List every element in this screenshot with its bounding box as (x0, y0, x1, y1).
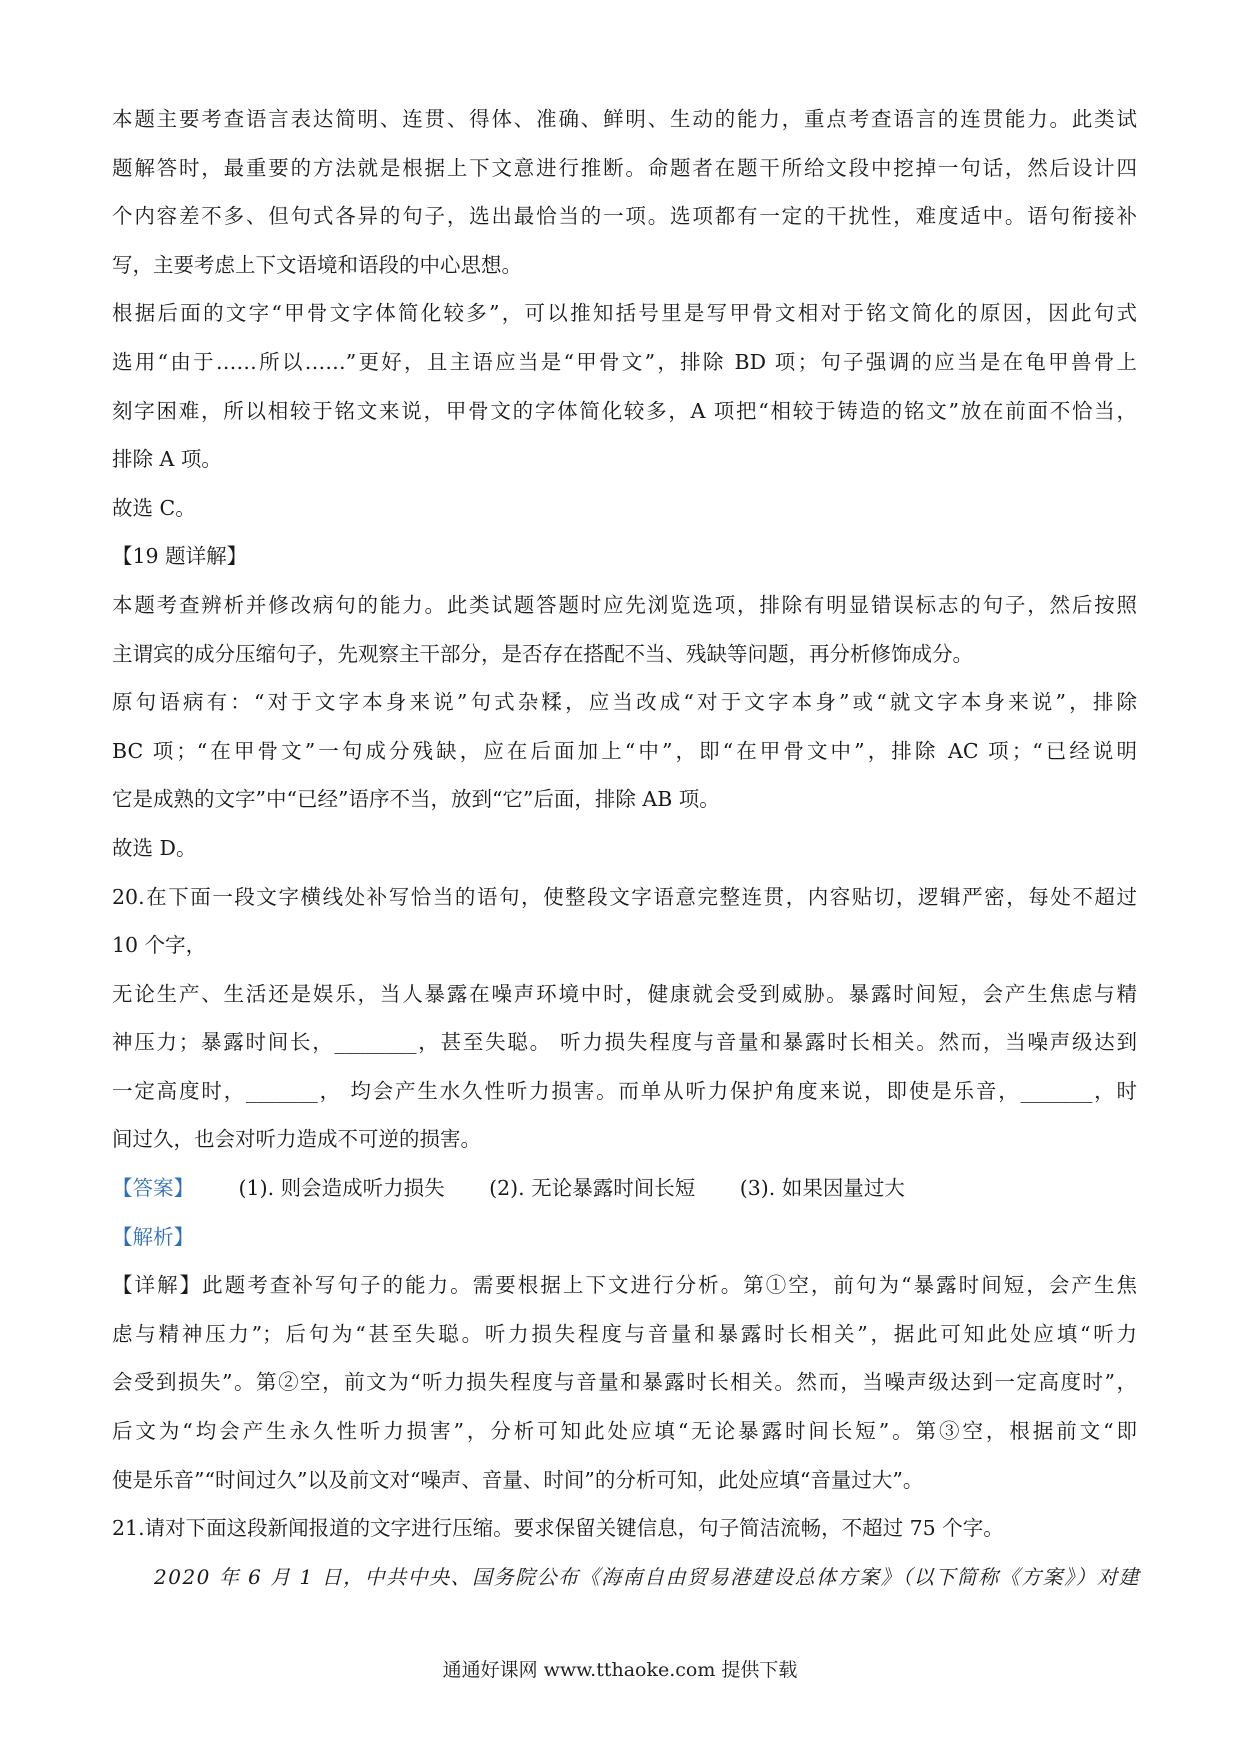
text-line: 虑与精神压力”；后句为“甚至失聪。听力损失程度与音量和暴露时长相关”，据此可知此处应填“听力 (112, 1321, 1137, 1346)
text-line: 它是成熟的文字”中“已经”语序不当，放到“它”后面，排除 AB 项。 (112, 787, 720, 812)
q20-passage (112, 970, 1137, 1164)
q18-choice: 故选 C。 (112, 495, 196, 520)
q19-detail-paragraph (112, 678, 1137, 824)
text-line: 主谓宾的成分压缩句子，先观察主干部分，是否存在搭配不当、残缺等问题，再分析修饰成分。 (112, 641, 973, 666)
text-line: 刻字困难，所以相较于铭文来说，甲骨文的字体简化较多，A 项把“相较于铸造的铭文”放在前面不恰当， (112, 398, 1137, 423)
text-line: 【详解】此题考查补写句子的能力。需要根据上下文进行分析。第①空，前句为“暴露时间短，会产生焦 (112, 1273, 1137, 1298)
q19-choice: 故选 D。 (112, 835, 197, 860)
text-line: 本题主要考查语言表达简明、连贯、得体、准确、鲜明、生动的能力，重点考查语言的连贯能力。此类试 (112, 107, 1137, 131)
text-line: 间过久，也会对听力造成不可逆的损害。 (112, 1127, 481, 1152)
text-line: 20.在下面一段文字横线处补写恰当的语句，使整段文字语意完整连贯，内容贴切，逻辑严密，每处不超过 (112, 884, 1137, 909)
text-line: 本题考查辨析并修改病句的能力。此类试题答题时应先浏览选项，排除有明显错误标志的句子，然后按照 (112, 592, 1137, 617)
q20-stem (112, 873, 1137, 970)
text-line: 题解答时，最重要的方法就是根据上下文意进行推断。命题者在题干所给文段中挖掉一句话，然后设计四 (112, 155, 1137, 180)
answer-item: (3). 如果因量过大 (739, 1176, 905, 1201)
text-line: 无论生产、生活还是娱乐，当人暴露在噪声环境中时，健康就会受到威胁。暴露时间短，会产生焦虑与精 (112, 981, 1137, 1006)
text-line: 根据后面的文字“甲骨文字体简化较多”，可以推知括号里是写甲骨文相对于铭文简化的原因，因此句式 (112, 301, 1137, 326)
q19-intro-paragraph (112, 581, 1137, 678)
answer-label: 【答案】 (112, 1176, 194, 1201)
text-line: 排除 A 项。 (112, 447, 222, 472)
text-line: 会受到损失”。第②空，前文为“听力损失程度与音量和暴露时长相关。然而，当噪声级达到一定高度时”， (112, 1370, 1137, 1395)
q19-heading: 【19 题详解】 (112, 544, 248, 569)
answer-item: (2). 无论暴露时间长短 (489, 1176, 696, 1201)
q20-answer-row (112, 1164, 1137, 1213)
q21-stem: 21.请对下面这段新闻报道的文字进行压缩。要求保留关键信息，句子简洁流畅，不超过 75 个字。 (112, 1516, 1004, 1541)
q21-news-text: 2020 年 6 月 1 日，中共中央、国务院公布《海南自由贸易港建设总体方案》（以下简称《方案》）对建 (154, 1564, 1141, 1589)
answer-item: (1). 则会造成听力损失 (238, 1176, 445, 1201)
document-body (112, 95, 1141, 1601)
text-line: 使是乐音”“时间过久”以及前文对“噪声、音量、时间”的分析可知，此处应填“音量过大”。 (112, 1467, 924, 1492)
text-line: 10 个字， (112, 933, 207, 958)
q18-reason-paragraph (112, 289, 1137, 483)
text-line: BC 项；“在甲骨文”一句成分残缺，应在后面加上“中”，即“在甲骨文中”，排除 AC 项；“已经说明 (112, 738, 1137, 763)
analysis-label: 【解析】 (112, 1224, 194, 1249)
text-line: 写，主要考虑上下文语境和语段的中心思想。 (112, 252, 522, 277)
text-line: 神压力；暴露时间长，________，甚至失聪。 听力损失程度与音量和暴露时长相关。然而，当噪声级达到 (112, 1030, 1137, 1055)
text-line: 后文为“均会产生永久性听力损害”，分析可知此处应填“无论暴露时间长短”。第③空，根据前文“即 (112, 1419, 1137, 1444)
text-line: 一定高度时，_______， 均会产生水久性听力损害。而单从听力保护角度来说，即使是乐音，_______，时 (112, 1078, 1137, 1103)
text-line: 选用“由于……所以……”更好，且主语应当是“甲骨文”，排除 BD 项；句子强调的应当是在龟甲兽骨上 (112, 349, 1137, 374)
q20-detail-paragraph (112, 1261, 1137, 1504)
q18-analysis-paragraph (112, 95, 1137, 289)
text-line: 个内容差不多、但句式各异的句子，选出最恰当的一项。选项都有一定的干扰性，难度适中。语句衔接补 (112, 204, 1137, 229)
page-footer: 通通好课网 www.tthaoke.com 提供下载 (442, 1659, 798, 1681)
text-line: 原句语病有：“对于文字本身来说”句式杂糅，应当改成“对于文字本身”或“就文字本身来说”，排除 (112, 690, 1137, 715)
